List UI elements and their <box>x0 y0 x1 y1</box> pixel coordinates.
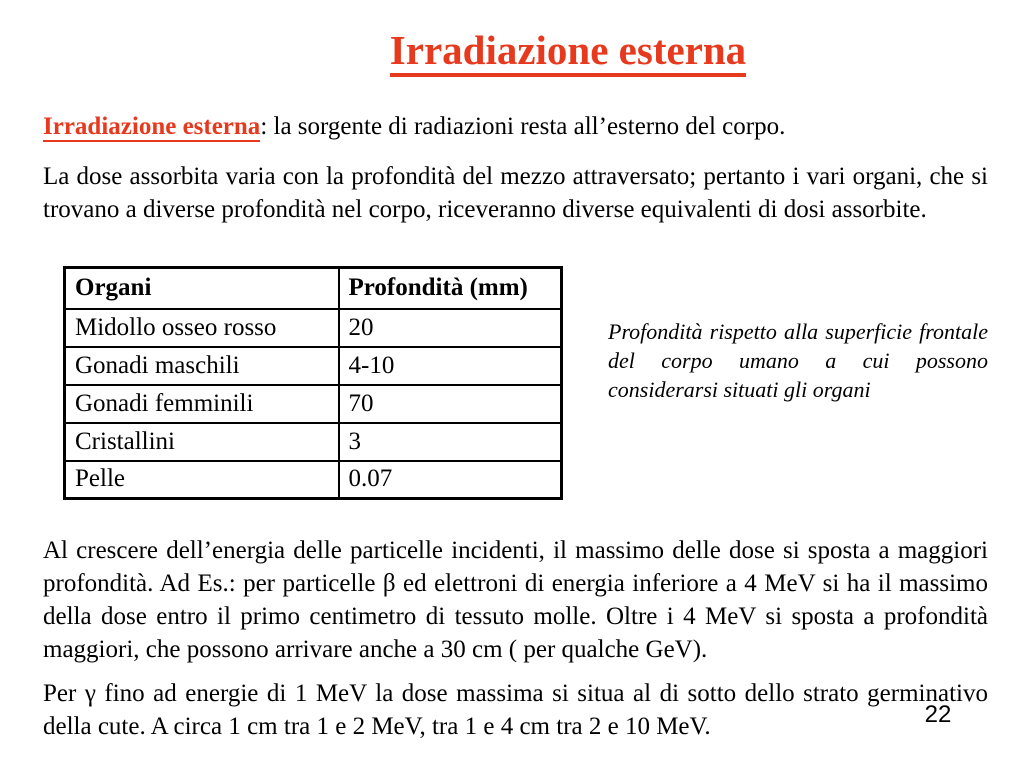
table-row <box>65 385 562 423</box>
paragraph-intro-rest: : la sorgente di radiazioni resta all’esterno del corpo. <box>260 113 786 140</box>
table-row <box>65 461 562 499</box>
table-cell-depth: 70 <box>339 385 562 423</box>
table-row <box>65 309 562 347</box>
table-cell-organ: Cristallini <box>65 423 339 461</box>
paragraph-intro-lead: Irradiazione esterna <box>43 113 261 140</box>
table-cell-organ: Pelle <box>65 461 339 499</box>
table-cell-depth: 4-10 <box>339 347 562 385</box>
table-header-organ: Organi <box>65 268 339 309</box>
paragraph-dose-depth: La dose assorbita varia con la profondità del mezzo attraversato; pertanto i vari organi, che si trovano a diverse profondità nel corpo, riceveranno diverse equivalenti di dosi assorbite. <box>43 163 988 223</box>
page-title: Irradiazione esterna <box>390 29 746 77</box>
table-header-depth: Profondità (mm) <box>339 268 562 309</box>
title-row <box>112 29 1024 77</box>
table-row <box>65 423 562 461</box>
table-cell-depth: 3 <box>339 423 562 461</box>
table-cell-organ: Gonadi femminili <box>65 385 339 423</box>
table-row <box>65 347 562 385</box>
paragraph-gamma: Per γ fino ad energie di 1 MeV la dose massima si situa al di sotto dello strato germinativo della cute. A circa 1 cm tra 1 e 2 MeV, tra 1 e 4 cm tra 2 e 10 MeV. <box>43 680 988 740</box>
table-cell-depth: 20 <box>339 309 562 347</box>
table-cell-organ: Gonadi maschili <box>65 347 339 385</box>
side-note: Profondità rispetto alla superficie frontale del corpo umano a cui possono considerarsi situati gli organi <box>608 319 988 402</box>
organ-depth-table <box>63 266 563 500</box>
table-cell-organ: Midollo osseo rosso <box>65 309 339 347</box>
paragraph-intro <box>43 110 988 143</box>
table-header-row <box>65 268 562 309</box>
table-cell-depth: 0.07 <box>339 461 562 499</box>
paragraph-particle-energy: Al crescere dell’energia delle particelle incidenti, il massimo delle dose si sposta a maggiori profondità. Ad Es.: per particelle β ed elettroni di energia inferiore a 4 MeV si ha il massimo della dose entro il primo centimetro di tessuto molle. Oltre i 4 MeV si sposta a profondità maggiori, che possono arrivare anche a 30 cm ( per qualche GeV). <box>43 537 988 663</box>
page-number: 22 <box>924 701 952 728</box>
